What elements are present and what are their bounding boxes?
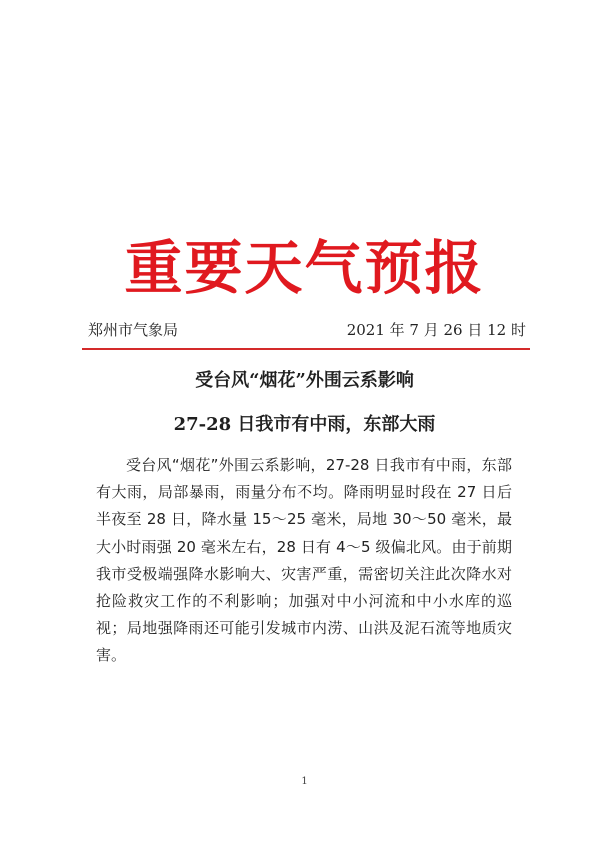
issuer-name: 郑州市气象局: [88, 321, 179, 339]
masthead-title: 重要天气预报: [124, 234, 485, 302]
header-rule: [82, 348, 530, 350]
page-number: 1: [301, 776, 308, 787]
issuer-row: [82, 318, 528, 342]
forecast-body: 受台风“烟花”外围云系影响，27-28 日我市有中雨，东部有大雨，局部暴雨，雨量分布不均。降雨明显时段在 27 日后半夜至 28 日，降水量 15～25 毫米，局地 30～50 毫米，最大小时雨强 20 毫米左右，28 日有 4～5 级偏北风。由于前期我市受极端强降水影响大、灾害严重，需密切关注此次降水对抢险救灾工作的不利影响；加强对中小河流和中小水库的巡视；局地强降雨还可能引发城市内涝、山洪及泥石流等地质灾害。: [96, 456, 512, 665]
issued-time: 2021 年 7 月 26 日 12 时: [346, 321, 526, 339]
headline-line-1: 受台风“烟花”外围云系影响: [195, 370, 414, 391]
headline-line-2: 27-28 日我市有中雨，东部大雨: [173, 414, 436, 435]
